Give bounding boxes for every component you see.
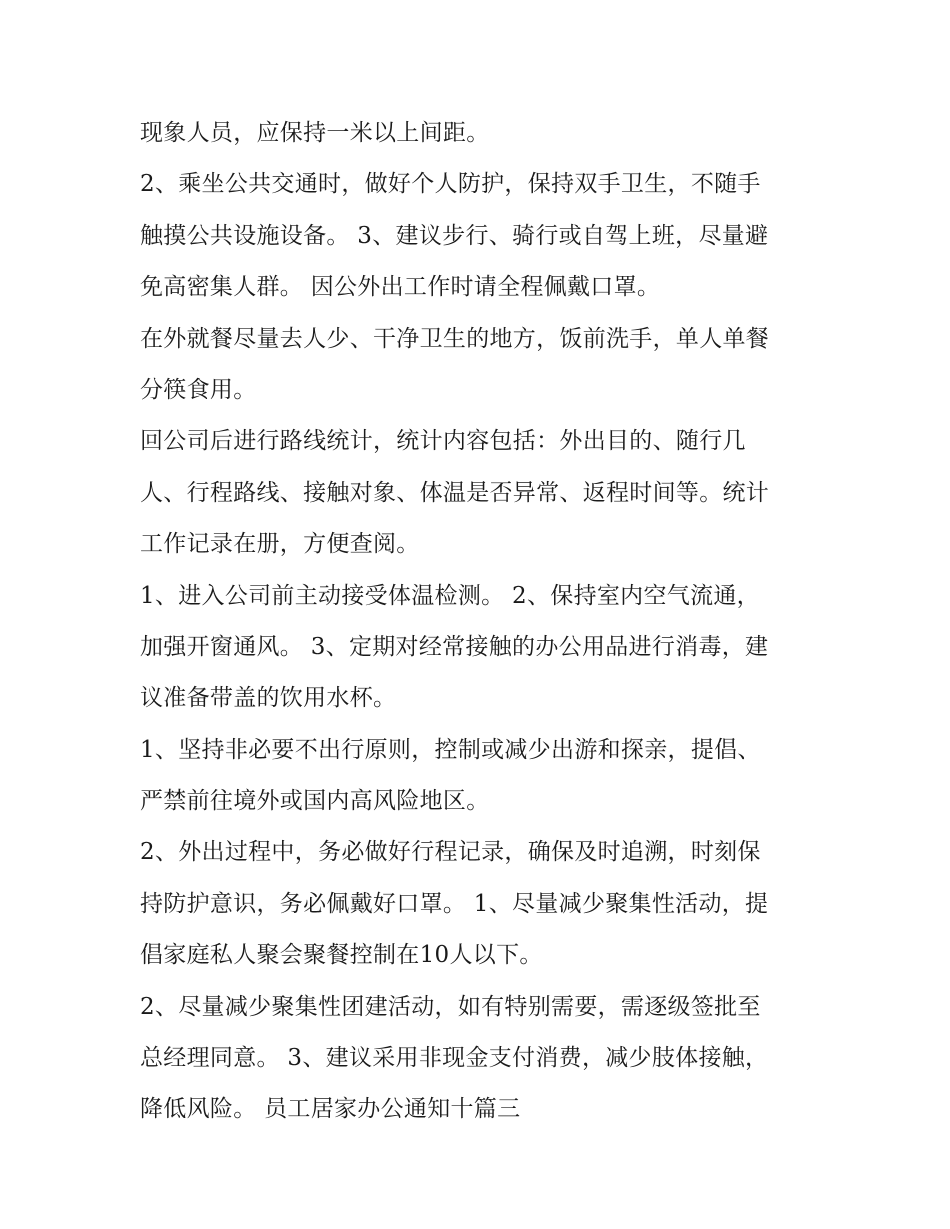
text-line: 持防护意识，务必佩戴好口罩。 1、尽量减少聚集性活动，提 (140, 890, 769, 917)
text-line: 2、外出过程中，务必做好行程记录，确保及时追溯，时刻保 (140, 839, 761, 866)
text-line: 回公司后进行路线统计，统计内容包括：外出目的、随行几 (140, 428, 746, 455)
text-line: 1、坚持非必要不出行原则，控制或减少出游和探亲，提倡、 (140, 736, 761, 763)
body-text (140, 108, 820, 1136)
text-line: 总经理同意。 3、建议采用非现金支付消费，减少肢体接触， (140, 1045, 769, 1072)
text-line: 严禁前往境外或国内高风险地区。 (140, 788, 490, 815)
text-line: 分筷食用。 (140, 376, 257, 403)
text-line: 1、进入公司前主动接受体温检测。 2、保持室内空气流通， (140, 582, 760, 609)
text-line: 2、尽量减少聚集性团建活动，如有特别需要，需逐级签批至 (140, 993, 761, 1020)
text-line: 人、行程路线、接触对象、体温是否异常、返程时间等。统计 (140, 479, 770, 506)
text-line: 免高密集人群。 因公外出工作时请全程佩戴口罩。 (140, 274, 661, 301)
text-line: 触摸公共设施设备。 3、建议步行、骑行或自驾上班，尽量避 (140, 222, 769, 249)
text-line: 降低风险。 员工居家办公通知十篇三 (140, 1096, 521, 1123)
text-line: 加强开窗通风。 3、定期对经常接触的办公用品进行消毒，建 (140, 633, 769, 660)
text-line: 议准备带盖的饮用水杯。 (140, 685, 397, 712)
text-line: 现象人员，应保持一米以上间距。 (140, 120, 490, 146)
text-line: 2、乘坐公共交通时，做好个人防护，保持双手卫生，不随手 (140, 171, 761, 198)
text-line: 工作记录在册，方便查阅。 (140, 531, 420, 558)
text-line: 在外就餐尽量去人少、干净卫生的地方，饭前洗手，单人单餐 (140, 325, 770, 352)
text-line: 倡家庭私人聚会聚餐控制在10人以下。 (140, 942, 543, 969)
